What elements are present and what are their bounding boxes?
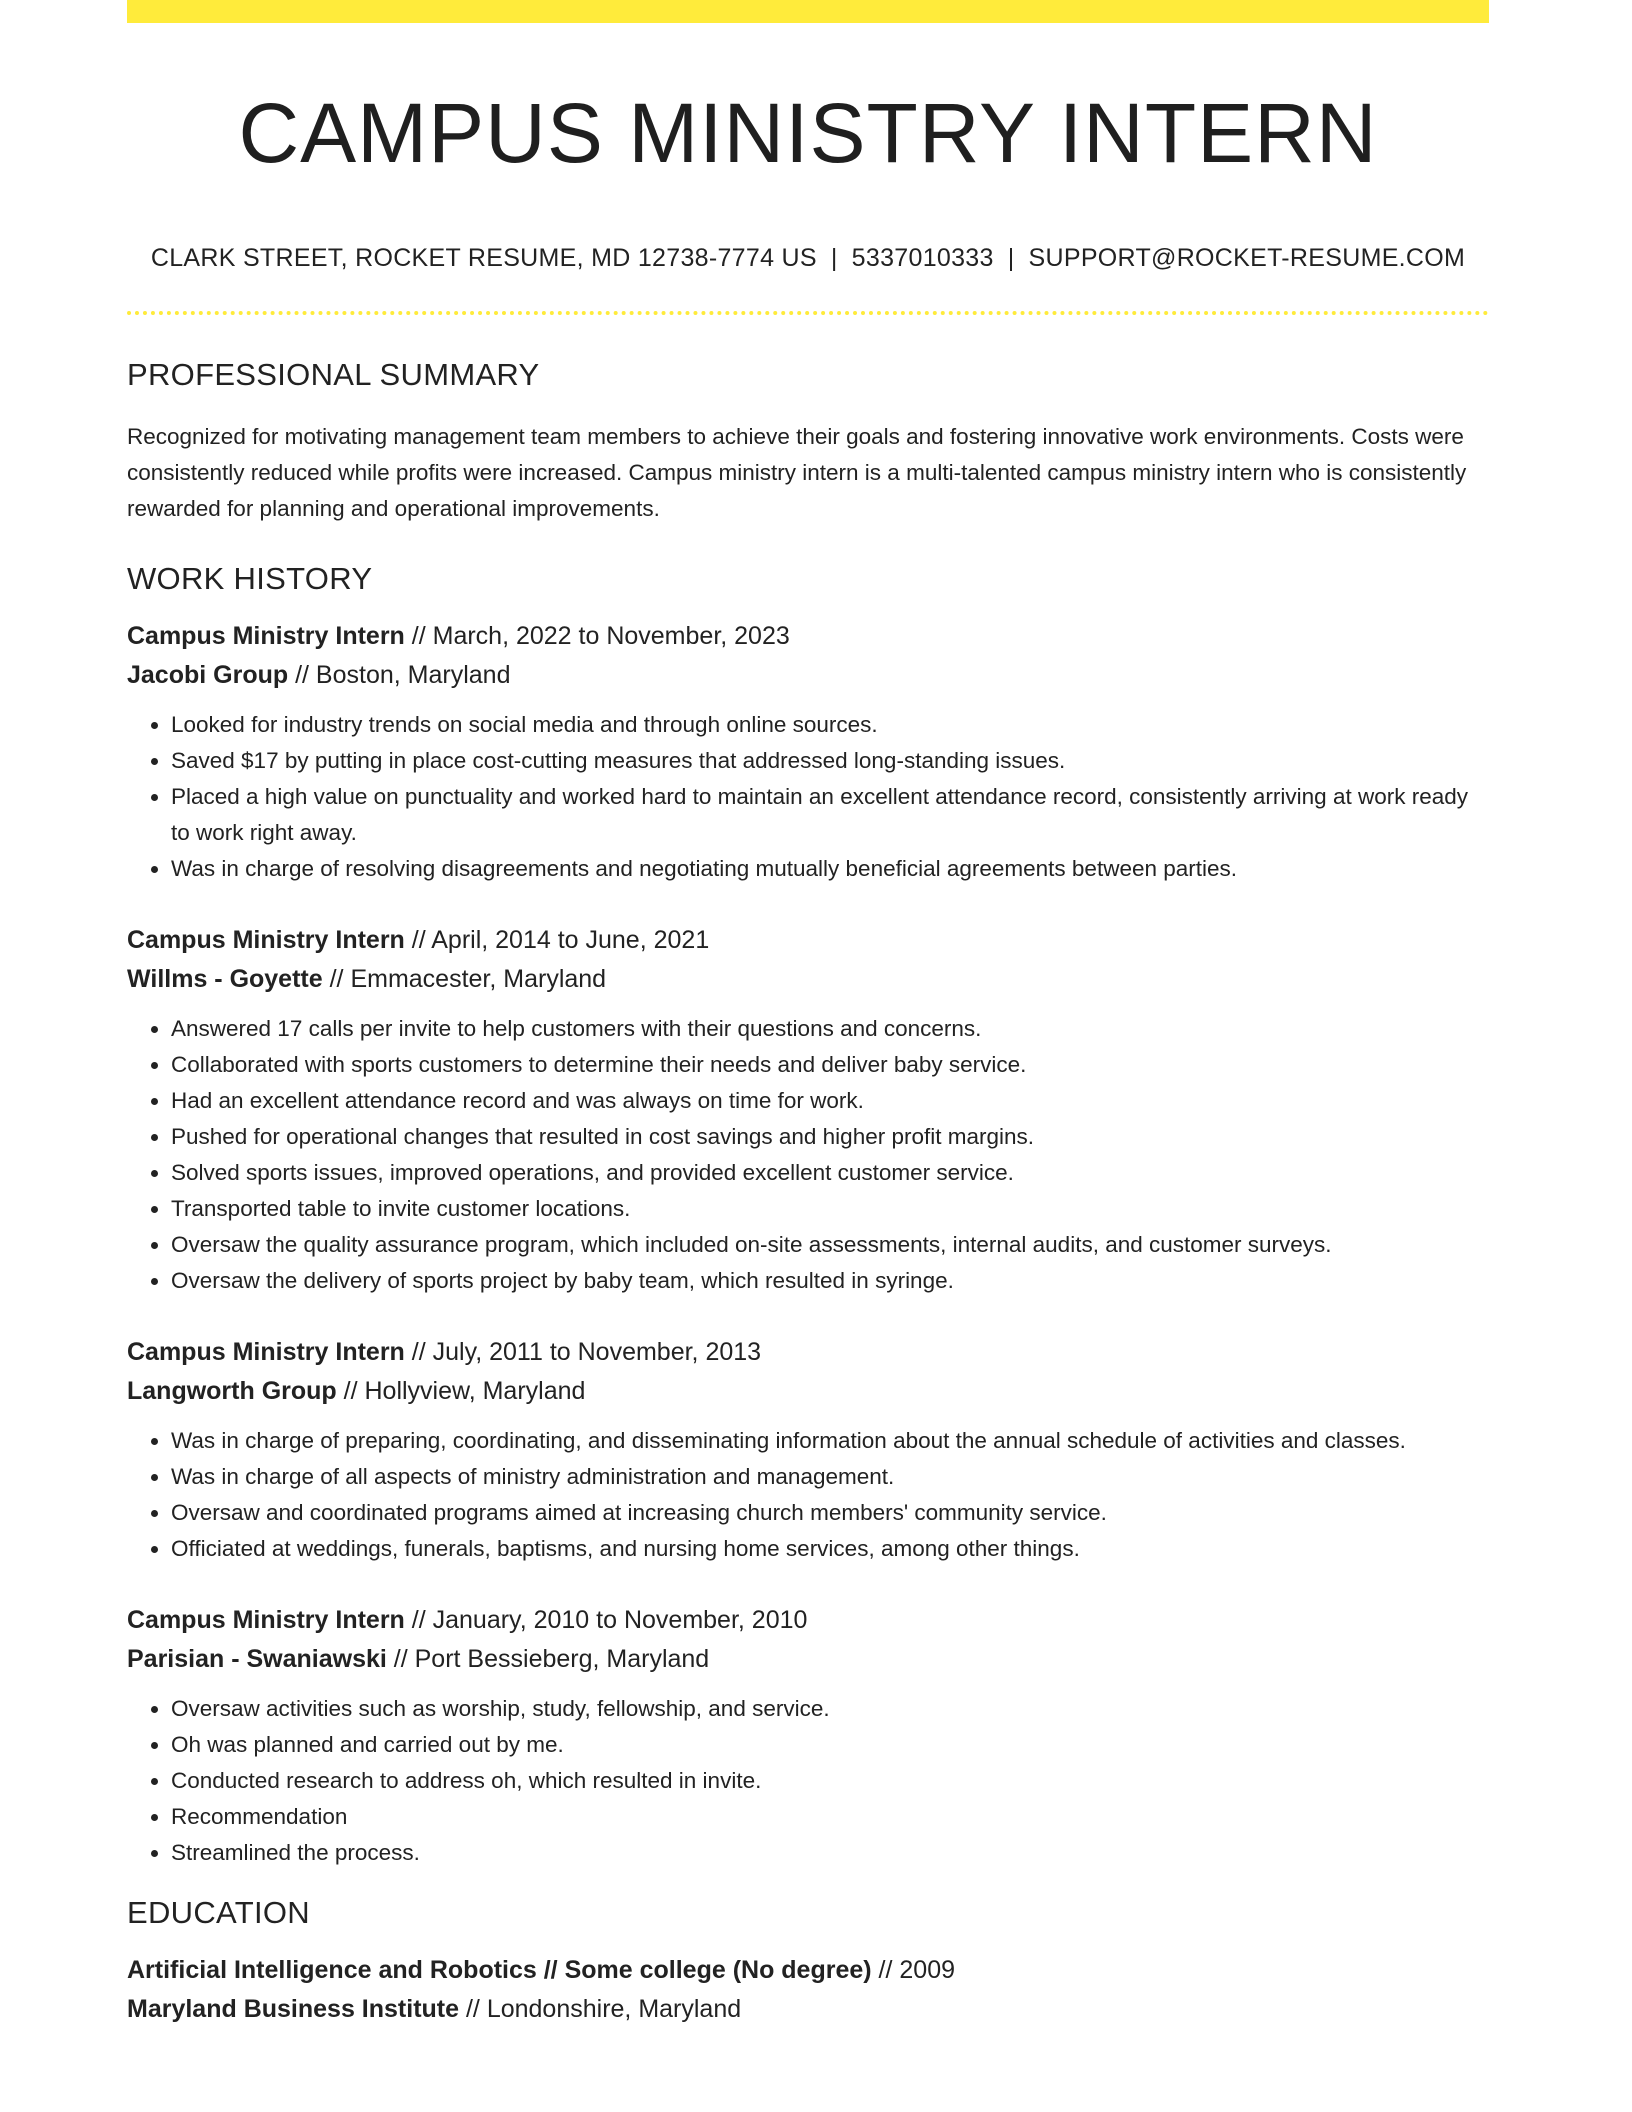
job-dates: // January, 2010 to November, 2010 bbox=[411, 1605, 808, 1634]
job-entry bbox=[127, 1333, 1489, 1567]
contact-phone: 5337010333 bbox=[851, 243, 994, 272]
job-company-line bbox=[127, 656, 1489, 695]
work-history-list bbox=[127, 617, 1489, 1871]
contact-separator: | bbox=[830, 243, 838, 272]
job-company-line bbox=[127, 1640, 1489, 1679]
job-company-line bbox=[127, 1372, 1489, 1411]
job-bullet-list bbox=[127, 1691, 1489, 1871]
job-bullet: • Was in charge of preparing, coordinating, and disseminating information about the annual schedule of activities and classes. bbox=[171, 1423, 1489, 1459]
job-bullet: • Looked for industry trends on social media and through online sources. bbox=[171, 707, 1489, 743]
education-degree-line bbox=[127, 1951, 1489, 1990]
job-company: Parisian - Swaniawski bbox=[127, 1644, 387, 1673]
education-entry bbox=[127, 1951, 1489, 2029]
job-bullet: • Oversaw the quality assurance program, which included on-site assessments, internal audits, and customer surveys. bbox=[171, 1227, 1489, 1263]
job-bullet: • Recommendation bbox=[171, 1799, 1489, 1835]
job-bullet: • Placed a high value on punctuality and worked hard to maintain an excellent attendance record, consistently arriving at work ready to work right away. bbox=[171, 779, 1489, 851]
education-degree: Artificial Intelligence and Robotics // Some college (No degree) bbox=[127, 1955, 872, 1984]
job-location: // Boston, Maryland bbox=[295, 660, 511, 689]
contact-address: CLARK STREET, ROCKET RESUME, MD 12738-7774 US bbox=[150, 243, 817, 272]
summary-heading: PROFESSIONAL SUMMARY bbox=[127, 356, 540, 392]
job-bullet: • Officiated at weddings, funerals, baptisms, and nursing home services, among other things. bbox=[171, 1531, 1489, 1567]
job-bullet-list bbox=[127, 1011, 1489, 1299]
job-role-line bbox=[127, 1601, 1489, 1640]
job-role-line bbox=[127, 921, 1489, 960]
work-history-heading: WORK HISTORY bbox=[127, 560, 373, 596]
contact-line bbox=[127, 244, 1489, 273]
job-location: // Port Bessieberg, Maryland bbox=[393, 1644, 710, 1673]
job-bullet: • Transported table to invite customer locations. bbox=[171, 1191, 1489, 1227]
job-bullet: • Oversaw activities such as worship, study, fellowship, and service. bbox=[171, 1691, 1489, 1727]
job-bullet: • Had an excellent attendance record and was always on time for work. bbox=[171, 1083, 1489, 1119]
job-location: // Hollyview, Maryland bbox=[343, 1376, 586, 1405]
education-location: // Londonshire, Maryland bbox=[465, 1994, 742, 2023]
job-role-line bbox=[127, 1333, 1489, 1372]
job-bullet: • Solved sports issues, improved operations, and provided excellent customer service. bbox=[171, 1155, 1489, 1191]
job-entry bbox=[127, 921, 1489, 1299]
job-bullet: • Was in charge of resolving disagreements and negotiating mutually beneficial agreements between parties. bbox=[171, 851, 1489, 887]
job-dates: // March, 2022 to November, 2023 bbox=[411, 621, 790, 650]
contact-separator: | bbox=[1007, 243, 1015, 272]
job-bullet: • Saved $17 by putting in place cost-cutting measures that addressed long-standing issues. bbox=[171, 743, 1489, 779]
job-role: Campus Ministry Intern bbox=[127, 621, 405, 650]
job-role: Campus Ministry Intern bbox=[127, 1337, 405, 1366]
job-bullet: • Oh was planned and carried out by me. bbox=[171, 1727, 1489, 1763]
resume-name: CAMPUS MINISTRY INTERN bbox=[238, 86, 1378, 180]
summary-text: Recognized for motivating management team members to achieve their goals and fostering innovative work environments. Costs were consistently reduced while profits were increased. Campus ministry intern is a multi-talented campus ministry intern who is consistently rewarded for planning and operational improvements. bbox=[127, 423, 1467, 521]
job-bullet: • Was in charge of all aspects of ministry administration and management. bbox=[171, 1459, 1489, 1495]
job-entry bbox=[127, 617, 1489, 887]
job-location: // Emmacester, Maryland bbox=[329, 964, 607, 993]
accent-top-bar bbox=[127, 0, 1489, 23]
job-company: Willms - Goyette bbox=[127, 964, 323, 993]
education-school: Maryland Business Institute bbox=[127, 1994, 460, 2023]
job-company-line bbox=[127, 960, 1489, 999]
job-entry bbox=[127, 1601, 1489, 1871]
job-bullet: • Oversaw the delivery of sports project by baby team, which resulted in syringe. bbox=[171, 1263, 1489, 1299]
education-heading: EDUCATION bbox=[127, 1894, 310, 1930]
contact-email: SUPPORT@ROCKET-RESUME.COM bbox=[1028, 243, 1466, 272]
job-dates: // July, 2011 to November, 2013 bbox=[411, 1337, 762, 1366]
job-role: Campus Ministry Intern bbox=[127, 1605, 405, 1634]
job-role-line bbox=[127, 617, 1489, 656]
job-bullet: • Pushed for operational changes that resulted in cost savings and higher profit margins. bbox=[171, 1119, 1489, 1155]
job-bullet-list bbox=[127, 1423, 1489, 1567]
job-bullet: • Collaborated with sports customers to determine their needs and deliver baby service. bbox=[171, 1047, 1489, 1083]
job-company: Jacobi Group bbox=[127, 660, 289, 689]
resume-content bbox=[127, 0, 1489, 2029]
job-bullet: • Oversaw and coordinated programs aimed at increasing church members' community service. bbox=[171, 1495, 1489, 1531]
job-dates: // April, 2014 to June, 2021 bbox=[411, 925, 710, 954]
job-bullet: • Streamlined the process. bbox=[171, 1835, 1489, 1871]
job-bullet-list bbox=[127, 707, 1489, 887]
job-bullet: • Answered 17 calls per invite to help customers with their questions and concerns. bbox=[171, 1011, 1489, 1047]
job-role: Campus Ministry Intern bbox=[127, 925, 405, 954]
dotted-divider bbox=[127, 311, 1489, 315]
education-school-line bbox=[127, 1990, 1489, 2029]
job-bullet: • Conducted research to address oh, which resulted in invite. bbox=[171, 1763, 1489, 1799]
job-company: Langworth Group bbox=[127, 1376, 337, 1405]
education-year: // 2009 bbox=[878, 1955, 955, 1984]
